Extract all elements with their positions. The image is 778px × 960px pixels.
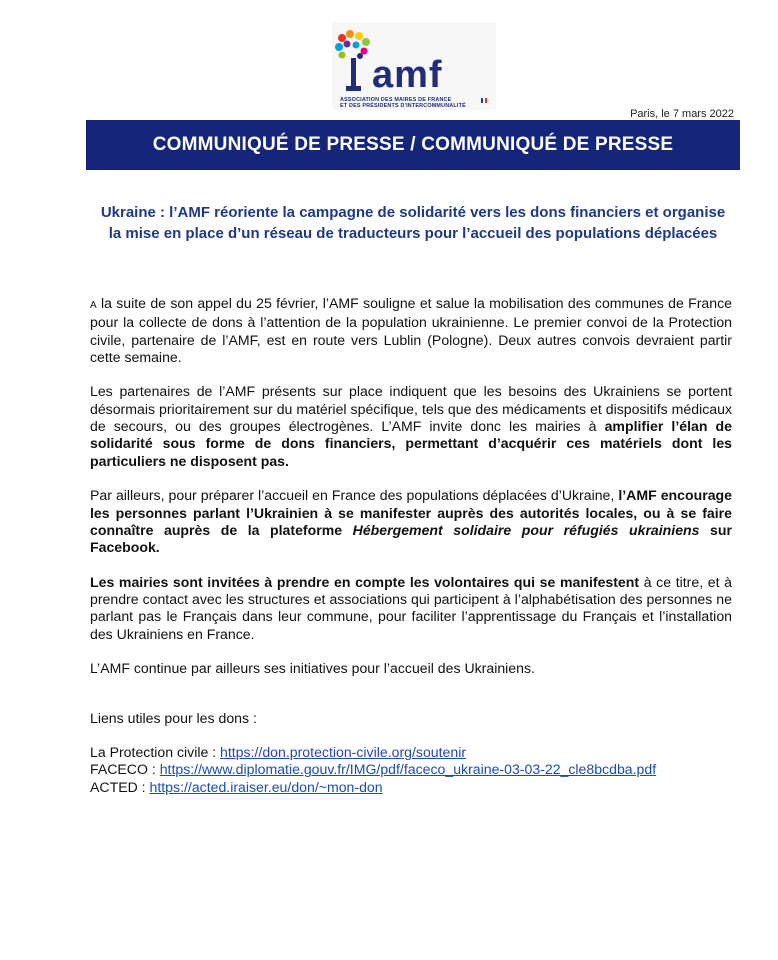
links-title: Liens utiles pour les dons : bbox=[90, 709, 257, 726]
link-row-faceco bbox=[90, 761, 732, 778]
link-label: La Protection civile : bbox=[90, 744, 221, 761]
logo-line-1: ASSOCIATION DES MAIRES DE FRANCE bbox=[340, 97, 452, 103]
link-protection-civile[interactable]: https://don.protection-civile.org/soutenir bbox=[220, 744, 467, 761]
paragraph-5: L’AMF continue par ailleurs ses initiatives pour l’accueil des Ukrainiens. bbox=[90, 660, 535, 677]
french-flag-icon bbox=[481, 98, 487, 103]
paragraph-3-italic: Hébergement solidaire pour réfugiés ukrainiens bbox=[352, 521, 700, 538]
link-row-acted bbox=[90, 779, 732, 796]
paragraph-2-bold: amplifier l’élan de solidarité sous forme de dons financiers, permettant d’acquérir ces matériels dont les particuliers ne disposent pas. bbox=[90, 418, 732, 469]
paragraph-4-text: à ce titre, et à prendre contact avec les structures et associations qui participent à l’alphabétisation des personnes ne parlant pas le Français dans leur commune, pour faciliter l’apprentissage du Français et l’installation des Ukrainiens en France. bbox=[90, 573, 732, 642]
logo-line-2: ET DES PRÉSIDENTS D'INTERCOMMUNALITÉ bbox=[340, 103, 466, 109]
tree-hands-icon bbox=[334, 28, 374, 96]
paragraph-4-bold: Les mairies sont invitées à prendre en compte les volontaires qui se manifestent bbox=[90, 573, 640, 590]
paragraph-4 bbox=[90, 574, 732, 643]
paragraph-1 bbox=[90, 295, 732, 366]
paragraph-3-text: Par ailleurs, pour préparer l’accueil en France des populations déplacées d’Ukraine, bbox=[90, 487, 619, 504]
paragraph-1-initial: A bbox=[90, 300, 97, 311]
press-headline: Ukraine : l’AMF réoriente la campagne de solidarité vers les dons financiers et organise la mise en place d’un réseau de traducteurs pour l’accueil des populations déplacées bbox=[100, 204, 726, 242]
link-label: FACECO : bbox=[90, 761, 160, 778]
paragraph-3-bold-2: sur Facebook. bbox=[90, 521, 732, 556]
link-label: ACTED : bbox=[90, 778, 150, 795]
links-list bbox=[90, 744, 732, 796]
press-date: Paris, le 7 mars 2022 bbox=[630, 108, 734, 120]
press-banner: COMMUNIQUÉ DE PRESSE / COMMUNIQUÉ DE PRESSE bbox=[86, 120, 740, 170]
paragraph-2 bbox=[90, 383, 732, 469]
paragraph-3 bbox=[90, 487, 732, 556]
amf-logo bbox=[332, 22, 496, 110]
link-acted[interactable]: https://acted.iraiser.eu/don/~mon-don bbox=[149, 778, 383, 795]
link-faceco[interactable]: https://www.diplomatie.gouv.fr/IMG/pdf/faceco_ukraine-03-03-22_cle8bcdba.pdf bbox=[159, 761, 657, 778]
paragraph-3-bold-1: l’AMF encourage les personnes parlant l’Ukrainien à se manifester auprès des autorités locales, ou à se faire connaître auprès de la plateforme bbox=[90, 487, 732, 538]
paragraph-2-text: Les partenaires de l’AMF présents sur place indiquent que les besoins des Ukrainiens se portent désormais prioritairement sur du matériel spécifique, tels que des médicaments et dispositifs médicaux de secours, ou des groupes électrogènes. L’AMF invite donc les mairies à bbox=[90, 383, 732, 435]
paragraph-1-text: la suite de son appel du 25 février, l’AMF souligne et salue la mobilisation des communes de France pour la collecte de dons à l’attention de la population ukrainienne. Le premier convoi de la Protection civile, partenaire de l’AMF, est en route vers Lublin (Pologne). Deux autres convois devraient partir cette semaine. bbox=[90, 295, 732, 365]
press-body bbox=[90, 295, 732, 796]
logo-wordmark: amf bbox=[372, 54, 443, 96]
link-row-protection-civile bbox=[90, 744, 732, 761]
